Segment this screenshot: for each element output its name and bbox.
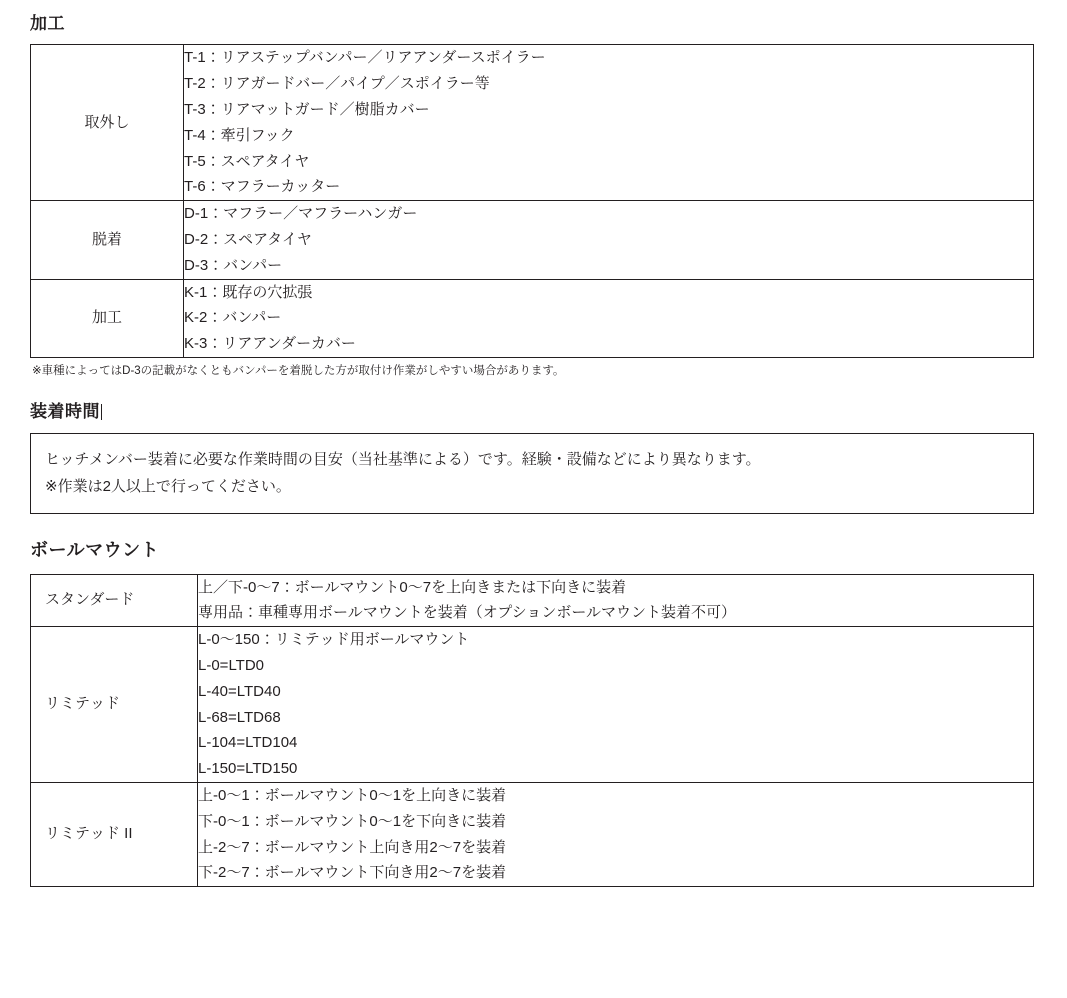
list-item: 下-0〜1：ボールマウント0〜1を下向きに装着 [198,812,507,830]
list-item: T-3：リアマットガード／樹脂カバー [184,100,430,118]
list-item: T-4：牽引フック [184,126,295,144]
list-item: L-68=LTD68 [198,708,281,726]
install-time-section-title [30,402,1037,422]
list-item: D-2：スペアタイヤ [184,230,312,248]
ball-mount-row-items [198,783,1034,887]
install-time-line: ※作業は2人以上で行ってください。 [45,478,291,496]
processing-row-label: 取外し [31,45,184,201]
ball-mount-row-label: スタンダード [31,574,198,627]
list-item: 専用品：車種専用ボールマウントを装着（オプションボールマウント装着不可） [198,604,737,622]
list-item: L-150=LTD150 [198,760,298,778]
processing-section-title: 加工 [30,14,65,33]
table-row [31,783,1034,887]
list-item: 上-0〜1：ボールマウント0〜1を上向きに装着 [198,787,507,805]
table-row [31,627,1034,783]
list-item: K-2：バンパー [184,309,282,327]
list-item: L-0〜150：リミテッド用ボールマウント [198,631,470,649]
list-item: D-1：マフラー／マフラーハンガー [184,205,418,223]
ball-mount-table [30,574,1034,888]
list-item: K-1：既存の穴拡張 [184,283,313,301]
processing-row-items [184,45,1034,201]
ball-mount-row-label: リミテッド II [31,783,198,887]
list-item: D-3：バンパー [184,256,283,274]
processing-note: ※車種によってはD-3の記載がなくともバンパーを着脱した方が取付け作業がしやすい場合があります。 [32,364,565,377]
list-item: T-2：リアガードバー／パイプ／スポイラー等 [184,75,490,93]
processing-row-items [184,201,1034,279]
processing-row-label: 脱着 [31,201,184,279]
list-item: T-5：スペアタイヤ [184,152,310,170]
list-item: L-40=LTD40 [198,682,281,700]
table-row [31,201,1034,279]
list-item: K-3：リアアンダーカバー [184,335,356,353]
list-item: 上／下-0〜7：ボールマウント0〜7を上向きまたは下向きに装着 [198,578,627,596]
text-caret [101,404,102,420]
install-time-line: ヒッチメンバー装着に必要な作業時間の目安（当社基準による）です。経験・設備などにより異なります。 [45,450,761,468]
list-item: T-6：マフラーカッター [184,178,341,196]
processing-row-items [184,279,1034,357]
ball-mount-section-title: ボールマウント [30,540,160,561]
ball-mount-row-items [198,574,1034,627]
list-item: 下-2〜7：ボールマウント下向き用2〜7を装着 [198,864,507,882]
processing-row-label: 加工 [31,279,184,357]
install-time-box [30,433,1034,515]
table-row [31,45,1034,201]
processing-table [30,44,1034,358]
list-item: L-0=LTD0 [198,657,265,675]
table-row [31,279,1034,357]
list-item: 上-2〜7：ボールマウント上向き用2〜7を装着 [198,838,507,856]
list-item: T-1：リアステップバンパー／リアアンダースポイラー [184,49,546,67]
ball-mount-row-items [198,627,1034,783]
install-time-title-text: 装着時間 [30,402,100,422]
ball-mount-row-label: リミテッド [31,627,198,783]
table-row [31,574,1034,627]
list-item: L-104=LTD104 [198,734,298,752]
